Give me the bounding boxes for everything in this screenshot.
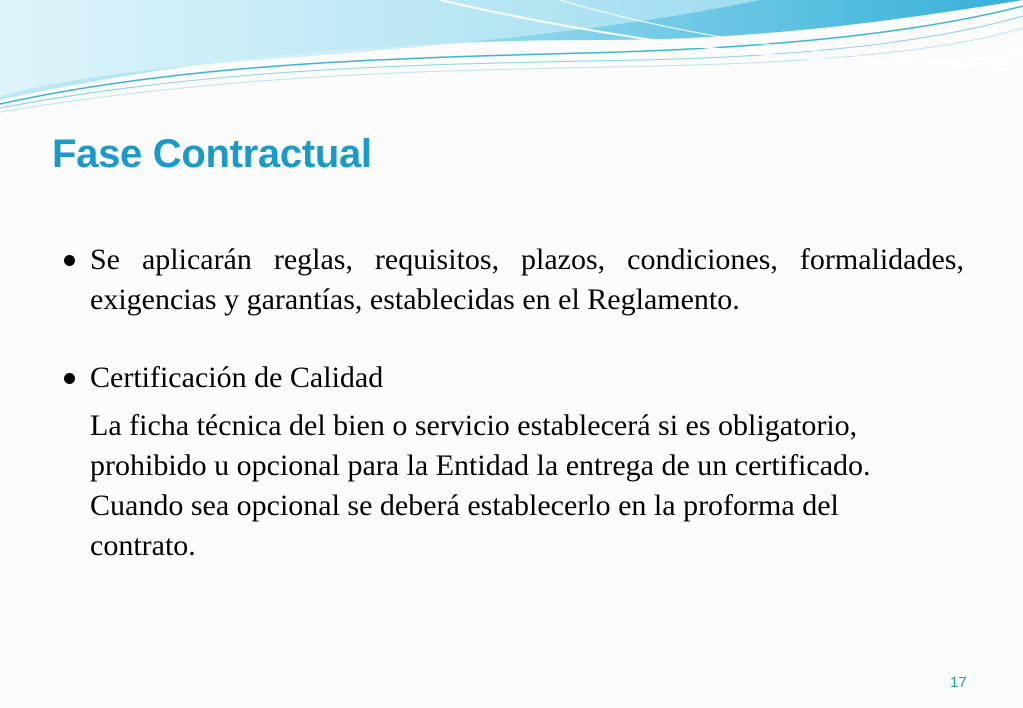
bullet-subtext: La ficha técnica del bien o servicio establecerá si es obligatorio, prohibido u opcional para la Entidad la entrega de un certificado. Cuando sea opcional se deberá establecerlo en la proforma del contrato. <box>90 409 871 562</box>
bullet-text: Se aplicarán reglas, requisitos, plazos, condiciones, formalidades, exigencias y garantías, establecidas en el Reglamento. <box>90 243 964 316</box>
slide-title: Fase Contractual <box>52 132 372 176</box>
bullet-dot-icon <box>64 255 75 266</box>
slide-body <box>60 240 964 566</box>
page-number: 17 <box>950 674 967 691</box>
bullet-item <box>60 240 964 320</box>
bullet-item <box>60 358 964 398</box>
header-wave-decoration <box>0 0 1023 120</box>
bullet-dot-icon <box>64 373 75 384</box>
bullet-text: Certificación de Calidad <box>90 361 384 394</box>
